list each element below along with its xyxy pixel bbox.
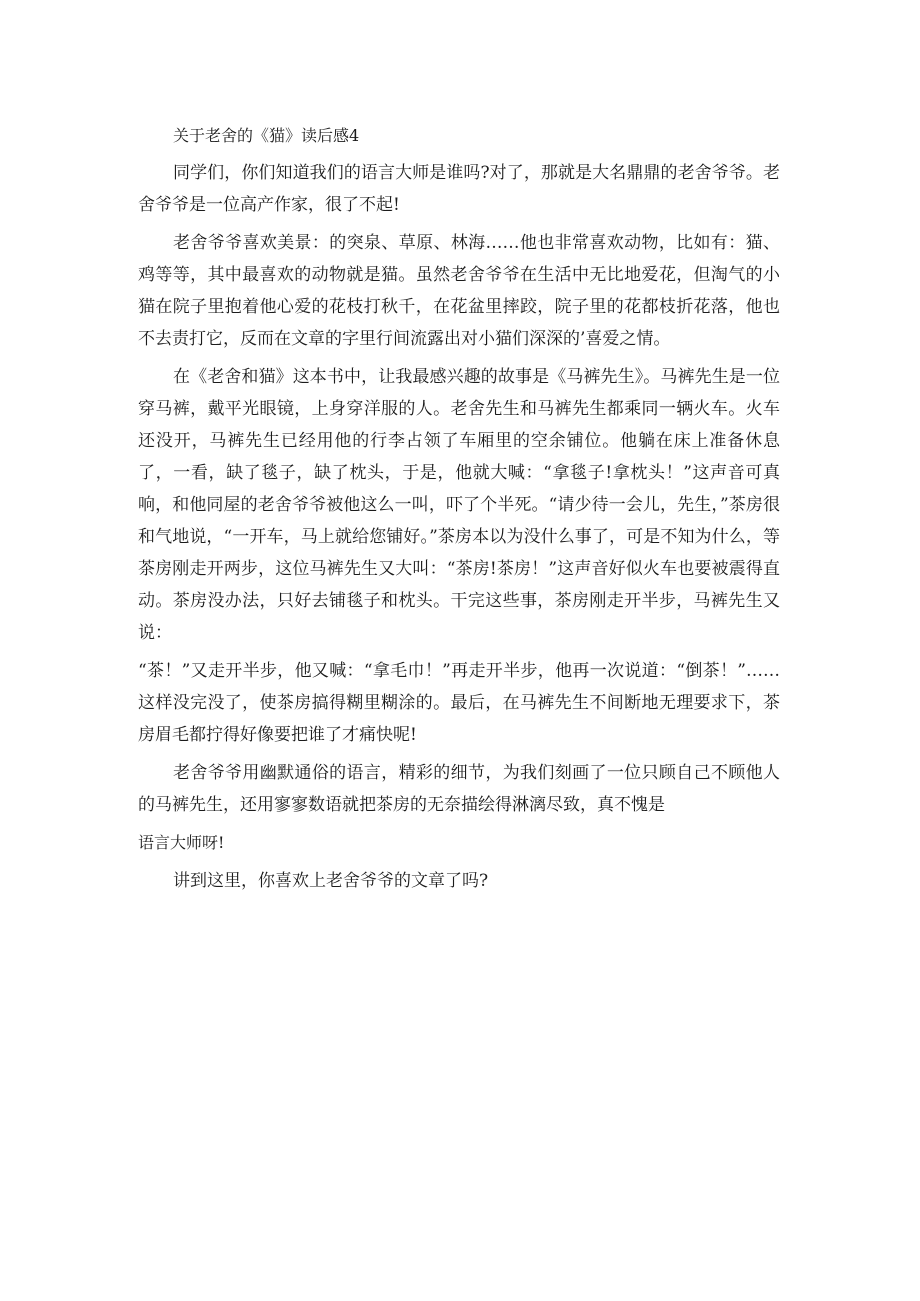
paragraph-summary: 老舍爷爷用幽默通俗的语言，精彩的细节，为我们刻画了一位只顾自己不顾他人的马裤先生，还用寥寥数语就把茶房的无奈描绘得淋漓尽致，真不愧是: [138, 763, 780, 815]
paragraph-story-continued: “茶！”又走开半步，他又喊：“拿毛巾！”再走开半步，他再一次说道：“倒茶！”……这样没完没了，使茶房搞得糊里糊涂的。最后，在马裤先生不间断地无理要求下，茶房眉毛都拧得好像要把谁了才痛快呢!: [138, 661, 780, 745]
document-title: 关于老舍的《猫》读后感4: [173, 126, 360, 145]
paragraph-closing: 讲到这里，你喜欢上老舍爷爷的文章了吗?: [173, 871, 489, 891]
paragraph-intro: 同学们，你们知道我们的语言大师是谁吗?对了，那就是大名鼎鼎的老舍爷爷。老舍爷爷是一位高产作家，很了不起!: [138, 163, 780, 215]
paragraph-summary-end: 语言大师呀!: [138, 833, 225, 852]
document-page: [138, 119, 780, 903]
paragraph-story-ma-ku: 在《老舍和猫》这本书中，让我最感兴趣的故事是《马裤先生》。马裤先生是一位穿马裤，戴平光眼镜，上身穿洋服的人。老舍先生和马裤先生都乘同一辆火车。火车还没开，马裤先生已经用他的行李占领了车厢里的空余铺位。他躺在床上准备休息了，一看，缺了毯子，缺了枕头，于是，他就大喊：“拿毯子!拿枕头！”这声音可真响，和他同屋的老舍爷爷被他这么一叫，吓了个半死。“请少待一会儿，先生，”茶房很和气地说，“一开车，马上就给您铺好。”茶房本以为没什么事了，可是不知为什么，等茶房刚走开两步，这位马裤先生又大叫：“茶房!茶房！”这声音好似火车也要被震得直动。茶房没办法，只好去铺毯子和枕头。干完这些事，茶房刚走开半步，马裤先生又说：: [138, 367, 780, 643]
paragraph-scenery-animals: 老舍爷爷喜欢美景：的突泉、草原、林海……他也非常喜欢动物，比如有：猫、鸡等等，其中最喜欢的动物就是猫。虽然老舍爷爷在生活中无比地爱花，但淘气的小猫在院子里抱着他心爱的花枝打秋千，在花盆里摔跤，院子里的花都枝折花落，他也不去责打它，反而在文章的字里行间流露出对小猫们深深的’喜爱之情。: [138, 233, 780, 349]
